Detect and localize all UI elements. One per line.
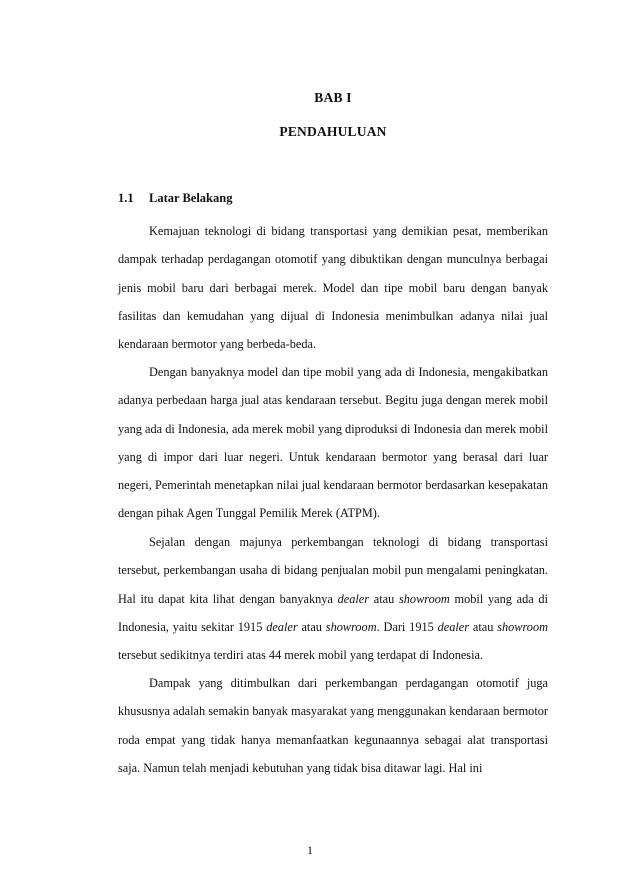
page-number: 1 (307, 843, 313, 857)
paragraph-text: atau (369, 591, 399, 606)
italic-term: showroom (325, 619, 377, 634)
italic-term: dealer (266, 619, 298, 634)
section-number: 1.1 (118, 191, 134, 205)
section-heading (118, 191, 232, 206)
paragraph: Dengan banyaknya model dan tipe mobil yang ada di Indonesia, mengakibatkan adanya perbedaan harga jual atas kendaraan tersebut. Begitu juga dengan merek mobil yang ada di Indonesia, ada merek mobil yang diproduksi di Indonesia dan merek mobil yang di impor dari luar negeri. Untuk kendaraan bermotor yang berasal dari luar negeri, Pemerintah menetapkan nilai jual kendaraan bermotor berdasarkan kesepakatan dengan pihak Agen Tunggal Pemilik Merek (ATPM). (118, 365, 548, 521)
chapter-number: BAB I (314, 90, 352, 105)
paragraph: Kemajuan teknologi di bidang transportasi yang demikian pesat, memberikan dampak terhadap perdagangan otomotif yang dibuktikan dengan munculnya berbagai jenis mobil baru dari berbagai merek. Model dan tipe mobil baru dengan banyak fasilitas dan kemudahan yang dijual di Indonesia menimbulkan adanya nilai jual kendaraan bermotor yang berbeda-beda. (118, 224, 548, 352)
paragraph-text: tersebut sedikitnya terdiri atas 44 merek mobil yang terdapat di Indonesia. (118, 648, 484, 663)
paragraph-text: atau (469, 619, 498, 634)
paragraph-text: atau (297, 619, 326, 634)
italic-term: showroom (497, 619, 548, 634)
paragraph-text: . Dari 1915 (376, 619, 438, 634)
italic-term: showroom (399, 591, 450, 606)
section-title: Latar Belakang (149, 191, 233, 205)
italic-term: dealer (337, 591, 370, 606)
paragraph-text: Sejalan dengan majunya perkembangan teknologi di bidang transportasi tersebut, perkembangan usaha di bidang penjualan mobil pun mengalami peningkatan. Hal itu dapat kita lihat dengan banyaknya (118, 535, 548, 606)
italic-term: dealer (437, 619, 470, 634)
paragraph (118, 528, 548, 669)
chapter-title: PENDAHULUAN (279, 124, 387, 139)
paragraph: Dampak yang ditimbulkan dari perkembangan perdagangan otomotif juga khususnya adalah semakin banyak masyarakat yang menggunakan kendaraan bermotor roda empat yang tidak hanya memanfaatkan kegunaannya sebagai alat transportasi saja. Namun telah menjadi kebutuhan yang tidak bisa ditawar lagi. Hal ini (118, 676, 548, 775)
paragraph-text: mobil yang ada di Indonesia, yaitu sekitar 1915 (118, 591, 548, 634)
